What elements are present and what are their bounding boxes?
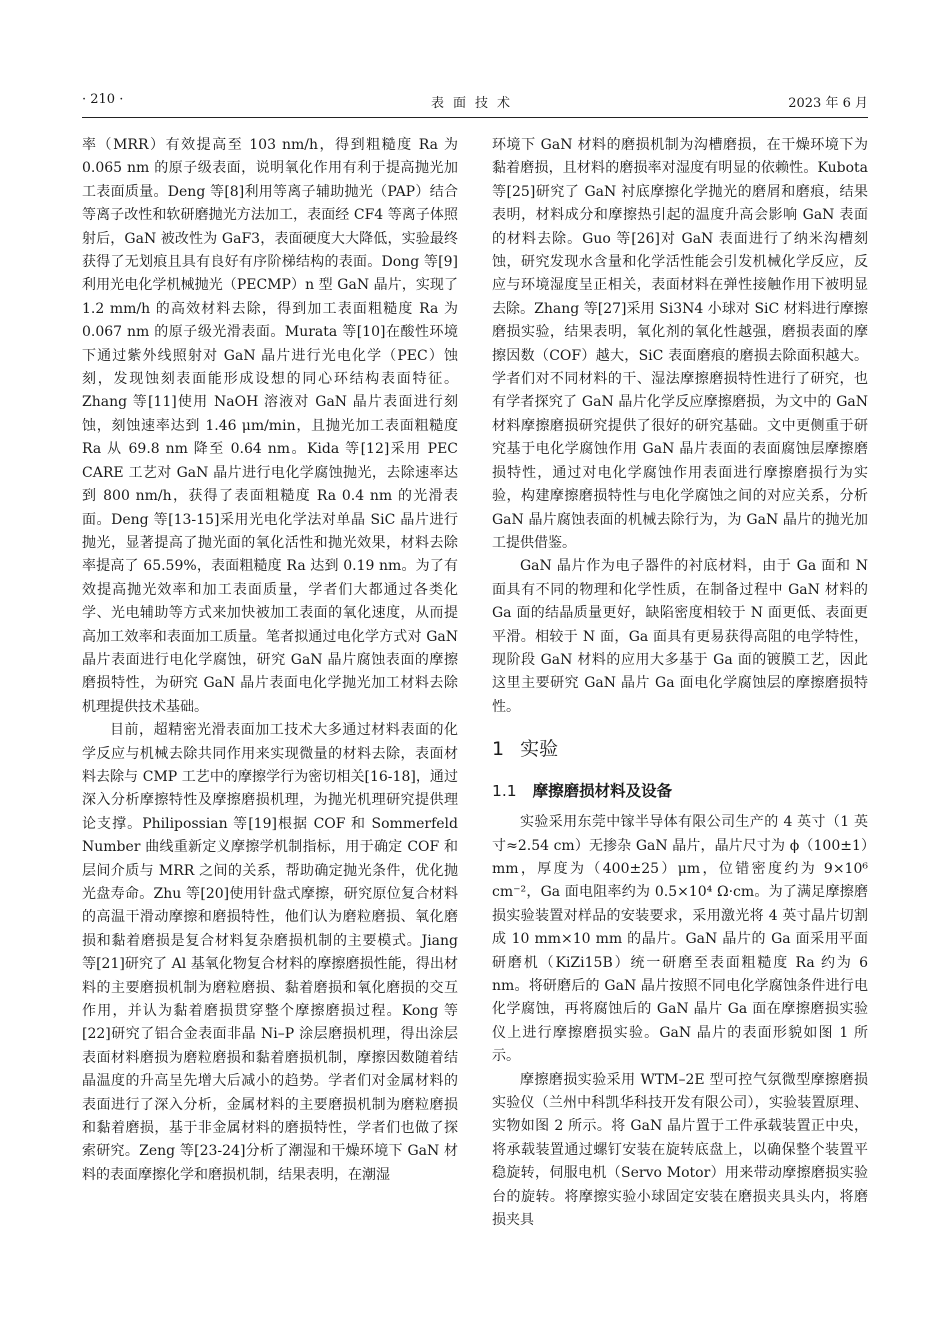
paragraph: GaN 晶片作为电子器件的衬底材料，由于 Ga 面和 N 面具有不同的物理和化学性质，在制备过程中 GaN 材料的 Ga 面的结晶质量更好，缺陷密度相较于 N 面更低、表面更平滑。相较于 N 面，Ga 面具有更易获得高阻的电学特性，现阶段 GaN 材料的应用大多基于 Ga 面的镀膜工艺，因此这里主要研究 GaN 晶片 Ga 面电化学腐蚀层的摩擦磨损特性。: [492, 558, 868, 715]
page-number: · 210 ·: [82, 92, 124, 107]
left-column: [82, 134, 458, 1187]
section-heading-experiment: [492, 735, 868, 763]
running-header: [82, 92, 868, 114]
section-number: 1: [492, 738, 505, 761]
subsection-heading-materials: [492, 779, 868, 803]
paragraph: 实验采用东莞中镓半导体有限公司生产的 4 英寸（1 英寸≈2.54 cm）无掺杂 GaN 晶片，晶片尺寸为 ϕ（100±1）mm，厚度为（400±25）μm，位错密度约为 9×10⁶ cm⁻²，Ga 面电阻率约为 0.5×10⁴ Ω·cm。为了满足摩擦磨损实验装置对样品的安装要求，采用激光将 4 英寸晶片切割成 10 mm×10 mm 的晶片。GaN 晶片的 Ga 面采用平面研磨机（KiZi15B）统一研磨至表面粗糙度 Ra 约为 6 nm。将研磨后的 GaN 晶片按照不同电化学腐蚀条件进行电化学腐蚀，再将腐蚀后的 GaN 晶片 Ga 面在摩擦磨损实验仪上进行摩擦磨损实验。GaN 晶片的表面形貌如图 1 所示。: [492, 814, 868, 1065]
paragraph: 率（MRR）有效提高至 103 nm/h，得到粗糙度 Ra 为 0.065 nm 的原子级表面，说明氧化作用有利于提高抛光加工表面质量。Deng 等[8]利用等离子辅助抛光（PAP）结合等离子改性和软研磨抛光方法加工，表面经 CF4 等离子体照射后，GaN 被改性为 GaF3，表面硬度大大降低，实验最终获得了无划痕且具有良好有序阶梯结构的表面。Dong 等[9]利用光电化学机械抛光（PECMP）n 型 GaN 晶片，实现了 1.2 mm/h 的高效材料去除，得到加工表面粗糙度 Ra 为 0.067 nm 的原子级光滑表面。Murata 等[10]在酸性环境下通过紫外线照射对 GaN 晶片进行光电化学（PEC）蚀刻，发现蚀刻表面能形成设想的同心环结构表面特征。Zhang 等[11]使用 NaOH 溶液对 GaN 晶片表面进行刻蚀，刻蚀速率达到 1.46 μm/min，且抛光加工表面粗糙度 Ra 从 69.8 nm 降至 0.64 nm。Kida 等[12]采用 PEC CARE 工艺对 GaN 晶片进行电化学腐蚀抛光，去除速率达到 800 nm/h，获得了表面粗糙度 Ra 0.4 nm 的光滑表面。Deng 等[13-15]采用光电化学法对单晶 SiC 晶片进行抛光，显著提高了抛光面的氧化活性和抛光效果，材料去除率提高了 65.59%，表面粗糙度 Ra 达到 0.19 nm。为了有效提高抛光效率和加工表面质量，学者们大都通过各类化学、光电辅助等方式来加快被加工表面的氧化速度，从而提高加工效率和表面加工质量。笔者拟通过电化学方式对 GaN 晶片表面进行电化学腐蚀，研究 GaN 晶片腐蚀表面的摩擦磨损特性，为研究 GaN 晶片表面电化学抛光加工材料去除机理提供技术基础。: [82, 137, 458, 715]
paragraph: 摩擦磨损实验采用 WTM–2E 型可控气氛微型摩擦磨损实验仪（兰州中科凯华科技开发有限公司），实验装置原理、实物如图 2 所示。将 GaN 晶片置于工件承载装置正中央，将承载装置通过螺钉安装在旋转底盘上，以确保整个装置平稳旋转，伺服电机（Servo Motor）用来带动摩擦磨损实验台的旋转。将摩擦实验小球固定安装在磨损夹具头内，将磨损夹具: [492, 1071, 868, 1229]
paragraph: 目前，超精密光滑表面加工技术大多通过材料表面的化学反应与机械去除共同作用来实现微量的材料去除，表面材料去除与 CMP 工艺中的摩擦学行为密切相关[16-18]，通过深入分析摩擦特性及摩擦磨损机理，为抛光机理研究提供理论支撑。Philipossian 等[19]根据 COF 和 Sommerfeld Number 曲线重新定义摩擦学机制指标，用于确定 COF 和层间介质与 MRR 之间的关系，帮助确定抛光条件，优化抛光盘寿命。Zhu 等[20]使用针盘式摩擦，研究原位复合材料的高温干滑动摩擦和磨损特性，他们认为磨粒磨损、氧化磨损和黏着磨损是复合材料复杂磨损机制的主要模式。Jiang 等[21]研究了 Al 基氧化物复合材料的摩擦磨损性能，得出材料的主要磨损机制为磨粒磨损、黏着磨损和氧化磨损的交互作用，并认为黏着磨损贯穿整个摩擦磨损过程。Kong 等[22]研究了铝合金表面非晶 Ni–P 涂层磨损机理，得出涂层表面材料磨损为磨粒磨损和黏着磨损机制，摩擦因数随着结晶温度的升高呈先增大后减小的趋势。学者们对金属材料的表面进行了深入分析，金属材料的主要磨损机制为磨粒磨损和黏着磨损，基于非金属材料的磨损特性，学者们也做了探索研究。Zeng 等[23-24]分析了潮湿和干燥环境下 GaN 材料的表面摩擦化学和磨损机制，结果表明，在潮湿: [82, 722, 458, 1183]
subsection-title: 摩擦磨损材料及设备: [532, 782, 673, 801]
journal-title: 表面技术: [430, 96, 519, 111]
section-title: 实验: [520, 738, 559, 761]
header-rule: [82, 117, 868, 118]
subsection-number: 1.1: [492, 782, 517, 801]
paragraph: 环境下 GaN 材料的磨损机制为沟槽磨损，在干燥环境下为黏着磨损，且材料的磨损率对湿度有明显的依赖性。Kubota 等[25]研究了 GaN 衬底摩擦化学抛光的磨屑和磨痕，结果表明，材料成分和摩擦热引起的温度升高会影响 GaN 表面的材料去除。Guo 等[26]对 GaN 表面进行了纳米沟槽刻蚀，研究发现水含量和化学活性能会引发机械化学反应，反应与环境湿度呈正相关，表面材料在弹性接触作用下被明显去除。Zhang 等[27]采用 Si3N4 小球对 SiC 材料进行摩擦磨损实验，结果表明，氧化剂的氧化性越强，磨损表面的摩擦因数（COF）越大，SiC 表面磨痕的磨损去除面积越大。学者们对不同材料的干、湿法摩擦磨损特性进行了研究，也有学者探究了 GaN 晶片化学反应摩擦磨损，为文中的 GaN 材料摩擦磨损研究提供了很好的研究基础。文中更侧重于研究基于电化学腐蚀作用 GaN 晶片表面的表面腐蚀层摩擦磨损特性，通过对电化学腐蚀作用表面进行摩擦磨损行为实验，构建摩擦磨损特性与电化学腐蚀之间的对应关系，分析 GaN 晶片腐蚀表面的机械去除行为，为 GaN 晶片的抛光加工提供借鉴。: [492, 137, 868, 551]
issue-date: 2023 年 6 月: [788, 96, 868, 111]
right-column: [492, 134, 868, 1232]
